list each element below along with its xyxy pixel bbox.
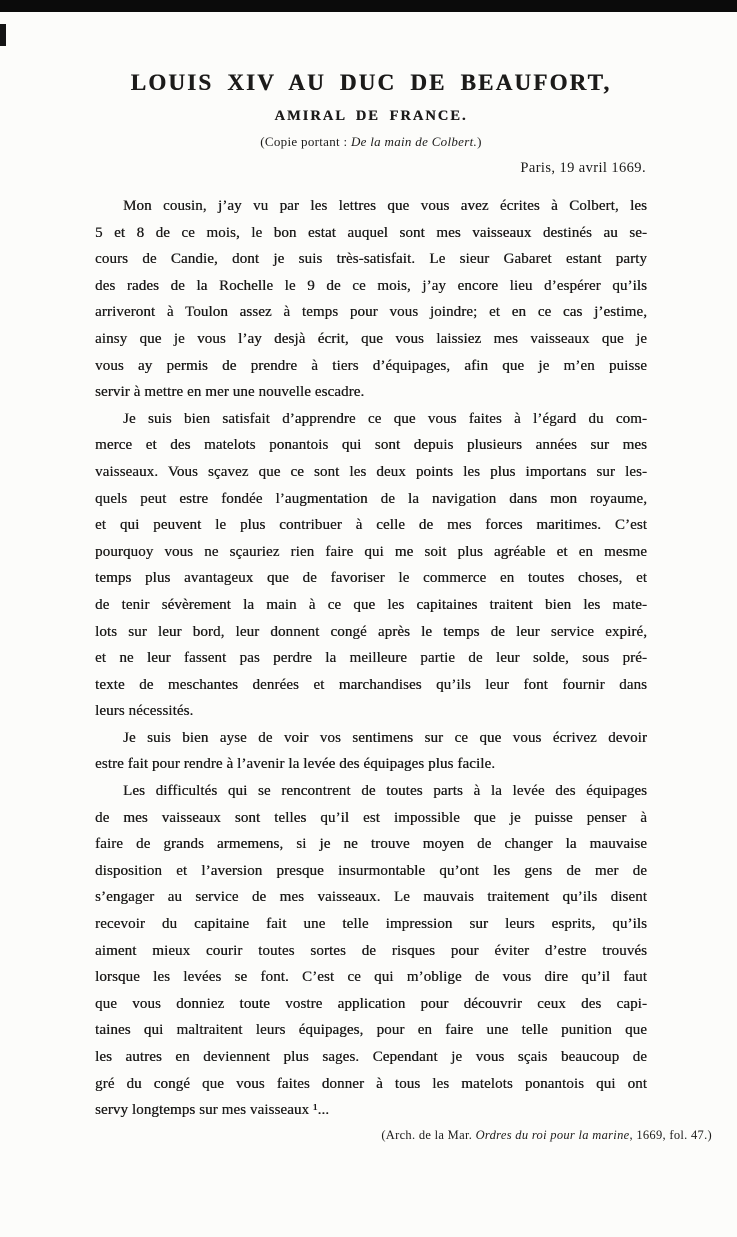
text-line: de mes vaisseaux sont telles qu’il est impossible que je puisse penser à: [95, 809, 647, 826]
copy-note-italic: De la main de Colbert.: [350, 134, 478, 149]
text-line: taines qui maltraitent leurs équipages, pour en faire une telle punition que: [95, 1022, 647, 1039]
text-line: aiment mieux courir toutes sortes de risques pour éviter d’estre trouvés: [95, 942, 647, 959]
text-line: quels peut estre fondée l’augmentation de la navigation dans mon royaume,: [95, 490, 647, 507]
text-line: merce et des matelots ponantois qui sont depuis plusieurs années sur mes: [95, 437, 647, 454]
text-line: servy longtemps sur mes vaisseaux ¹...: [95, 1102, 330, 1119]
copy-note-suffix: ): [477, 134, 482, 149]
copy-note-prefix: (Copie portant :: [260, 134, 351, 149]
text-line: Je suis bien ayse de voir vos sentimens sur ce que vous écrivez devoir: [123, 729, 647, 746]
citation-suffix: , 1669, fol. 47.): [629, 1128, 712, 1142]
text-line: vous ay permis de prendre à tiers d’équipages, afin que je m’en puisse: [95, 357, 647, 374]
scan-artifact-top-bar: [0, 0, 737, 12]
text-line: Mon cousin, j’ay vu par les lettres que vous avez écrites à Colbert, les: [123, 198, 647, 214]
text-line: cours de Candie, dont je suis très-satisfait. Le sieur Gabaret estant party: [95, 251, 647, 268]
text-line: Je suis bien satisfait d’apprendre ce que vous faites à l’égard du com-: [123, 410, 647, 427]
citation-italic: Ordres du roi pour la marine: [475, 1128, 630, 1142]
paragraph: [95, 778, 647, 1124]
text-line: disposition et l’aversion presque insurmontable qu’ont les gens de mer de: [95, 862, 647, 879]
text-line: temps plus avantageux que de favoriser le commerce en toutes choses, et: [95, 570, 647, 587]
paragraph: [95, 406, 647, 725]
paragraph: [95, 193, 647, 406]
text-line: leurs nécessités.: [95, 703, 194, 720]
text-line: texte de meschantes denrées et marchandises qu’ils leur font fournir dans: [95, 676, 647, 693]
text-line: faire de grands armemens, si je ne trouve moyen de changer la mauvaise: [95, 836, 647, 853]
citation-prefix: (Arch. de la Mar.: [381, 1128, 476, 1142]
text-line: pourquoy vous ne sçauriez rien faire qui me soit plus agréable et en mesme: [95, 543, 647, 560]
letter-body: [95, 193, 647, 1124]
text-line: et ne leur fassent pas perdre la meilleure partie de leur solde, sous pré-: [95, 650, 647, 667]
text-line: servir à mettre en mer une nouvelle escadre.: [95, 384, 365, 401]
text-line: arriveront à Toulon assez à temps pour vous joindre; et en ce cas j’estime,: [95, 304, 647, 321]
document-title: LOUIS XIV AU DUC DE BEAUFORT,: [130, 70, 612, 95]
text-line: de tenir sévèrement la main à ce que les capitaines traitent bien les mate-: [95, 596, 647, 613]
text-line: s’engager au service de mes vaisseaux. Le mauvais traitement qu’ils disent: [95, 889, 647, 906]
text-line: ainsy que je vous l’ay desjà écrit, que vous laissiez mes vaisseaux que je: [95, 330, 647, 347]
document-subtitle: AMIRAL DE FRANCE.: [274, 108, 468, 124]
scan-artifact-edge-mark: [0, 24, 6, 46]
dateline: Paris, 19 avril 1669.: [520, 160, 646, 176]
text-line: que vous donniez toute vostre application pour découvrir ceux des capi-: [95, 995, 647, 1012]
text-line: estre fait pour rendre à l’avenir la levée des équipages plus facile.: [95, 756, 496, 773]
text-line: et qui peuvent le plus contribuer à celle de mes forces maritimes. C’est: [95, 517, 647, 534]
text-line: lots sur leur bord, leur donnent congé après le temps de leur service expiré,: [95, 623, 647, 640]
copy-note: [95, 134, 647, 150]
text-line: vaisseaux. Vous sçavez que ce sont les deux points les plus importans sur les-: [95, 463, 647, 480]
text-line: des rades de la Rochelle le 9 de ce mois, j’ay encore lieu d’espérer qu’ils: [95, 277, 647, 294]
text-line: les autres en deviennent plus sages. Cependant je vous sçais beaucoup de: [95, 1049, 647, 1065]
text-line: lorsque les levées se font. C’est ce qui m’oblige de vous dire qu’il faut: [95, 969, 647, 986]
text-line: gré du congé que vous faites donner à tous les matelots ponantois qui ont: [95, 1075, 647, 1092]
text-line: 5 et 8 de ce mois, le bon estat auquel sont mes vaisseaux destinés au se-: [95, 224, 647, 241]
text-line: Les difficultés qui se rencontrent de toutes parts à la levée des équipages: [123, 783, 647, 800]
archive-citation: [381, 1128, 712, 1143]
text-line: recevoir du capitaine fait une telle impression sur leurs esprits, qu’ils: [95, 916, 647, 933]
paragraph: [95, 725, 647, 778]
